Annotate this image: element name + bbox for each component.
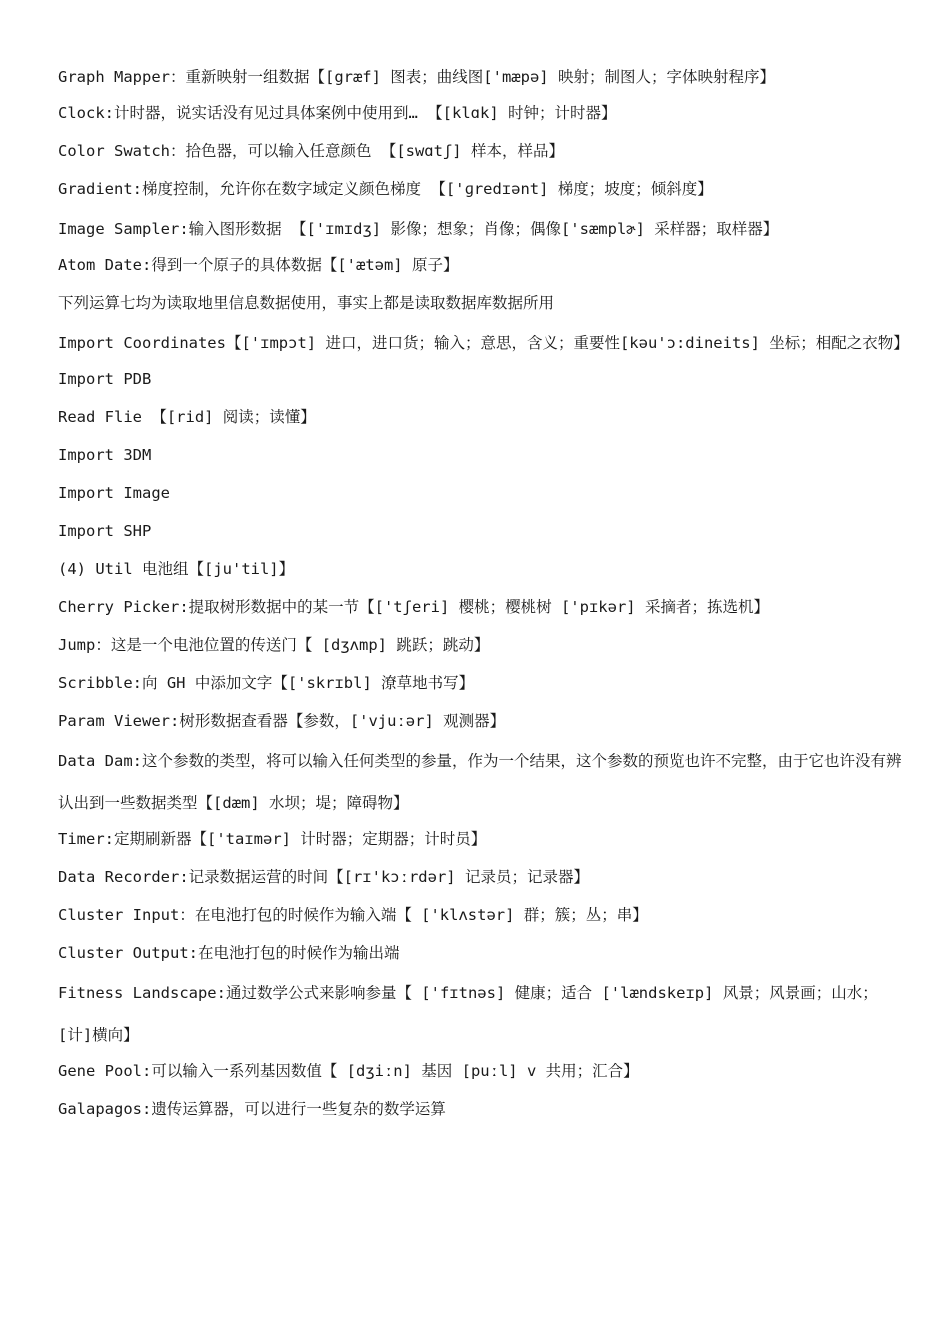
entry-gene-pool: Gene Pool:可以输入一系列基因数值【 [dʒiːn] 基因 [puːl] v 共用；汇合】 bbox=[58, 1062, 639, 1080]
entry-import-3dm: Import 3DM bbox=[58, 446, 152, 464]
entry-graph-mapper: Graph Mapper：重新映射一组数据【[græf] 图表；曲线图['mæpə] 映射；制图人；字体映射程序】 bbox=[58, 68, 775, 86]
entry-import-shp: Import SHP bbox=[58, 522, 152, 540]
entry-jump: Jump：这是一个电池位置的传送门【 [dʒʌmp] 跳跃；跳动】 bbox=[58, 636, 490, 654]
entry-fitness-landscape: Fitness Landscape:通过数学公式来影响参量【 ['fɪtnəs] 健康；适合 ['lændskeɪp] 风景；风景画；山水；[计]横向】 bbox=[58, 984, 878, 1044]
entry-color-swatch: Color Swatch：拾色器，可以输入任意颜色 【[swɑtʃ] 样本，样品】 bbox=[58, 142, 564, 160]
entry-cherry-picker: Cherry Picker:提取树形数据中的某一节【['tʃeri] 樱桃；樱桃树 ['pɪkər] 采摘者；拣选机】 bbox=[58, 598, 769, 616]
section-heading-util: (4) Util 电池组【[ju'til]】 bbox=[58, 560, 295, 578]
entry-galapagos: Galapagos:遗传运算器，可以进行一些复杂的数学运算 bbox=[58, 1100, 446, 1118]
entry-clock: Clock:计时器，说实话没有见过具体案例中使用到… 【[klɑk] 时钟；计时器】 bbox=[58, 104, 617, 122]
entry-cluster-output: Cluster Output:在电池打包的时候作为输出端 bbox=[58, 944, 400, 962]
entry-data-dam: Data Dam:这个参数的类型，将可以输入任何类型的参量，作为一个结果，这个参数的预览也许不完整，由于它也许没有辨认出到一些数据类型【[dæm] 水坝；堤；障碍物】 bbox=[58, 752, 902, 812]
entry-timer: Timer:定期刷新器【['taɪmər] 计时器；定期器；计时员】 bbox=[58, 830, 487, 848]
entry-gradient: Gradient:梯度控制，允许你在数字域定义颜色梯度 【['ɡredɪənt] 梯度；坡度；倾斜度】 bbox=[58, 180, 713, 198]
entry-import-coordinates: Import Coordinates【['ɪmpɔt] 进口，进口货；输入；意思，含义；重要性[kəu'ɔ:dineits] 坐标；相配之衣物】 bbox=[58, 334, 909, 352]
entry-atom-date: Atom Date:得到一个原子的具体数据【['ætəm] 原子】 bbox=[58, 256, 459, 274]
entry-scribble: Scribble:向 GH 中添加文字【['skrɪbl] 潦草地书写】 bbox=[58, 674, 475, 692]
entry-param-viewer: Param Viewer:树形数据查看器【参数，['vjuːər] 观测器】 bbox=[58, 712, 506, 730]
entry-data-recorder: Data Recorder:记录数据运营的时间【[rɪ'kɔːrdər] 记录员；记录器】 bbox=[58, 868, 589, 886]
section-note: 下列运算七均为读取地里信息数据使用，事实上都是读取数据库数据所用 bbox=[58, 294, 555, 312]
entry-cluster-input: Cluster Input：在电池打包的时候作为输入端【 ['klʌstər] 群；簇；丛；串】 bbox=[58, 906, 648, 924]
entry-import-pdb: Import PDB bbox=[58, 370, 152, 388]
entry-image-sampler: Image Sampler:输入图形数据 【['ɪmɪdʒ] 影像；想象；肖像；偶像['sæmplɚ] 采样器；取样器】 bbox=[58, 220, 779, 238]
entry-import-image: Import Image bbox=[58, 484, 170, 502]
entry-read-file: Read Flie 【[rid] 阅读；读懂】 bbox=[58, 408, 316, 426]
document-body bbox=[58, 56, 908, 1128]
